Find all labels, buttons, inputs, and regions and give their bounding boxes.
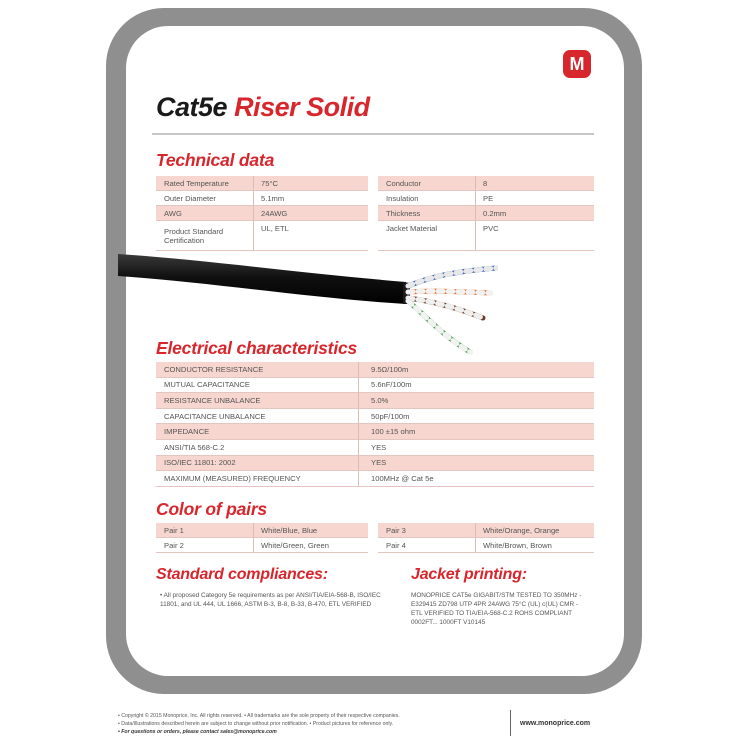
table-row [378,176,594,191]
table-row [156,393,594,409]
title-riser-solid: Riser Solid [234,92,370,122]
row-label: CONDUCTOR RESISTANCE [156,362,359,377]
row-value: PVC [483,224,499,233]
row-value: YES [371,442,387,452]
row-label: CAPACITANCE UNBALANCE [156,409,359,424]
electrical-table [156,362,594,487]
table-row [378,191,594,206]
row-value: 5.0% [371,395,389,405]
row-label: Insulation [378,191,476,205]
footer-contact: • For questions or orders, please contact sales@monoprice.com [118,729,277,735]
row-value: UL, ETL [261,224,289,233]
row-value: White/Orange, Orange [483,525,560,535]
table-row [156,424,594,440]
table-row [156,206,368,221]
jacket-printing-heading: Jacket printing: [411,566,527,583]
row-value: White/Brown, Brown [483,540,552,550]
electrical-heading: Electrical characteristics [156,338,358,358]
row-label: MAXIMUM (MEASURED) FREQUENCY [156,471,359,486]
row-value: 75°C [261,178,278,188]
pairs-table-left [156,523,368,553]
row-value: 50pF/100m [371,411,410,421]
row-label: RESISTANCE UNBALANCE [156,393,359,408]
website-link[interactable]: www.monoprice.com [520,720,591,727]
row-value: 5.1mm [261,193,285,203]
technical-data-heading: Technical data [156,150,275,170]
row-label: Jacket Material [378,221,476,250]
table-row [378,538,594,553]
row-label: Conductor [378,176,476,190]
row-value: 8 [483,178,488,188]
table-row [156,362,594,378]
compliances-body: All proposed Category 5e requirements as per ANSI/TIA/EIA-568-B, ISO/IEC 11801, and UL 444, UL 1666, ASTM B-3, B-8, B-33, B-470, ETL VERIFIED [160,592,381,608]
row-label: Outer Diameter [156,191,254,205]
title-cat5e: Cat5e [156,92,228,122]
table-row [156,378,594,394]
jacket-printing-text: MONOPRICE CAT5e GIGABIT/STM TESTED TO 350MHz - E329415 ZD798 UTP 4PR 24AWG 75°C (UL) c(UL) CMR - ETL VERIFIED TO TIA/EIA-568-C.2 ROHS COMPLIANT 0002FT... 1000FT V10145 [411,592,582,626]
table-row [378,206,594,221]
row-value: White/Green, Green [261,540,329,550]
footer-disclaimer: • Data/Illustrations described herein are subject to change without prior notification. • Product pictures for reference only. [118,721,394,727]
row-value: 5.6nF/100m [371,380,412,390]
table-row [156,538,368,553]
row-label: ANSI/TIA 568-C.2 [156,440,359,455]
row-label: Pair 1 [156,523,254,537]
table-row [156,191,368,206]
table-row [156,523,368,538]
table-row [156,456,594,472]
row-label: Pair 4 [378,538,476,552]
row-label: ISO/IEC 11801: 2002 [156,456,359,471]
pairs-table-right [378,523,594,553]
row-value: 0.2mm [483,208,507,218]
table-row [378,523,594,538]
row-label: Product Standard Certification [156,221,254,250]
row-label: IMPEDANCE [156,424,359,439]
row-value: 100 ±15 ohm [371,427,416,437]
standard-compliances-heading: Standard compliances: [156,566,328,583]
table-row [156,471,594,487]
row-label: Rated Temperature [156,176,254,190]
row-value: White/Blue, Blue [261,525,318,535]
row-label: AWG [156,206,254,220]
footer-divider [510,710,511,736]
row-label: MUTUAL CAPACITANCE [156,378,359,393]
footer-copyright: • Copyright © 2015 Monoprice, Inc. All rights reserved. • All trademarks are the sole property of their respective companies. [118,713,400,719]
row-value: YES [371,458,387,468]
title-divider [152,133,594,135]
row-label: Thickness [378,206,476,220]
table-row [156,176,368,191]
monoprice-logo-icon: M [563,50,591,78]
row-value: 100MHz @ Cat 5e [371,473,434,483]
row-value: 24AWG [261,208,288,218]
footer-notes [118,712,400,736]
row-label: Pair 2 [156,538,254,552]
product-title [156,92,370,123]
compliances-text [160,591,382,609]
row-value: PE [483,193,494,203]
table-row [156,409,594,425]
color-of-pairs-heading: Color of pairs [156,499,267,519]
row-value: 9.5Ω/100m [371,364,409,374]
bullet-icon: • [160,592,164,599]
table-row [156,440,594,456]
row-label: Pair 3 [378,523,476,537]
